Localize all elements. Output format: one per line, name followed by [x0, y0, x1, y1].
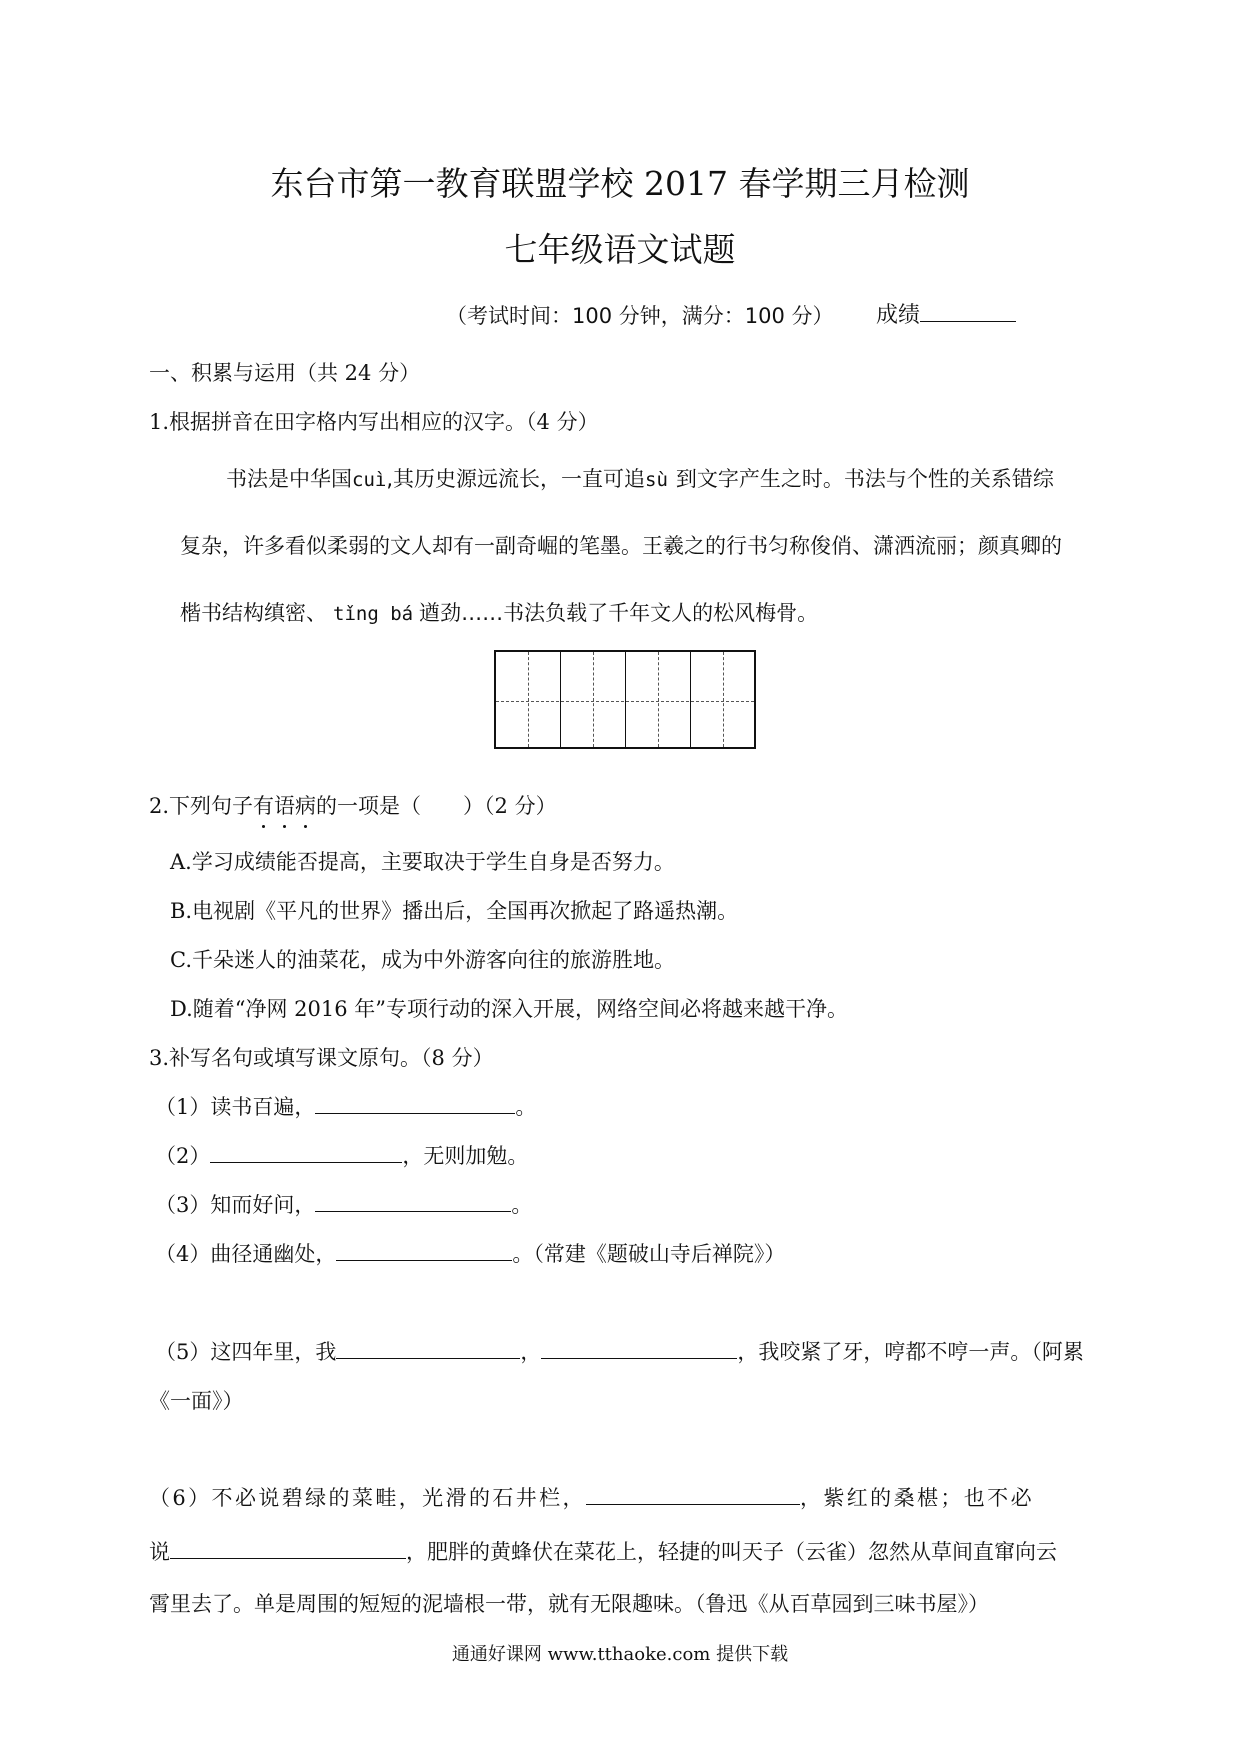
q2-option-b[interactable]: B.电视剧《平凡的世界》播出后，全国再次掀起了路遥热潮。 [170, 899, 739, 923]
q1-paragraph-line3: 楷书结构缜密、 tǐng bá 遒劲……书法负载了千年文人的松风梅骨。 [180, 601, 819, 625]
page-footer: 通通好课网 www.tthaoke.com 提供下载 [451, 1644, 789, 1665]
answer-blank[interactable] [315, 1210, 511, 1212]
emphasis-char: 有 [253, 794, 274, 818]
q2-option-a[interactable]: A.学习成绩能否提高，主要取决于学生自身是否努力。 [170, 850, 675, 874]
q3-stem: 3.补写名句或填写课文原句。（8 分） [149, 1046, 494, 1070]
exam-title: 东台市第一教育联盟学校 2017 春学期三月检测 [270, 164, 970, 203]
q3-item-3: （3）知而好问， 。 [155, 1193, 533, 1217]
q3-item-1: （1）读书百遍， 。 [155, 1095, 537, 1119]
q3-item-2: （2） ，无则加勉。 [155, 1144, 529, 1168]
answer-blank[interactable] [541, 1357, 737, 1359]
answer-blank[interactable] [170, 1557, 406, 1559]
q1-stem: 1.根据拼音在田字格内写出相应的汉字。（4 分） [149, 410, 599, 434]
answer-blank[interactable] [336, 1357, 520, 1359]
answer-blank[interactable] [210, 1161, 402, 1163]
q1-paragraph-line1: 书法是中华国cuì,其历史源远流长，一直可追sù 到文字产生之时。书法与个性的关系错综 [226, 467, 1054, 491]
score-blank[interactable] [920, 320, 1016, 322]
q3-item-4: （4）曲径通幽处， 。（常建《题破山寺后禅院》） [155, 1242, 786, 1266]
exam-info: （考试时间：100 分钟，满分：100 分） [446, 304, 834, 328]
tianzige-grid[interactable] [494, 650, 756, 749]
q2-stem: 2.下列句子有 语 病 的一项是（ ）（2 分） [149, 790, 557, 820]
answer-blank[interactable] [315, 1112, 515, 1114]
q1-paragraph-line2: 复杂，许多看似柔弱的文人却有一副奇崛的笔墨。王羲之的行书匀称俊俏、潇洒流丽；颜真卿的 [180, 534, 1062, 558]
q2-option-d[interactable]: D.随着“净网 2016 年”专项行动的深入开展，网络空间必将越来越干净。 [170, 997, 849, 1021]
answer-blank[interactable] [586, 1503, 800, 1505]
q3-item-5: （5）这四年里，我 ， ，我咬紧了牙，哼都不哼一声。（阿累 [155, 1340, 1084, 1364]
pinyin-su: sù [645, 469, 668, 491]
q3-item-6: （6）不必说碧绿的菜畦，光滑的石井栏， ，紫红的桑椹；也不必 [149, 1486, 1034, 1510]
section-heading: 一、积累与运用（共 24 分） [149, 361, 421, 385]
q3-item-6-line3: 霄里去了。单是周围的短短的泥墙根一带，就有无限趣味。（鲁迅《从百草园到三味书屋》） [149, 1592, 989, 1616]
emphasis-char: 病 [295, 794, 316, 818]
exam-subtitle: 七年级语文试题 [504, 230, 736, 269]
score-field [876, 298, 1016, 329]
answer-blank[interactable] [336, 1259, 512, 1261]
q3-item-6-line2: 说 ，肥胖的黄蜂伏在菜花上，轻捷的叫天子（云雀）忽然从草间直窜向云 [149, 1540, 1057, 1564]
pinyin-tingba: tǐng bá [333, 603, 414, 625]
emphasis-char: 语 [274, 794, 295, 818]
pinyin-cui: cuì [352, 469, 387, 491]
q2-option-c[interactable]: C.千朵迷人的油菜花，成为中外游客向往的旅游胜地。 [170, 948, 675, 972]
score-label: 成绩 [876, 303, 921, 328]
q3-item-5-source: 《一面》） [149, 1389, 244, 1413]
